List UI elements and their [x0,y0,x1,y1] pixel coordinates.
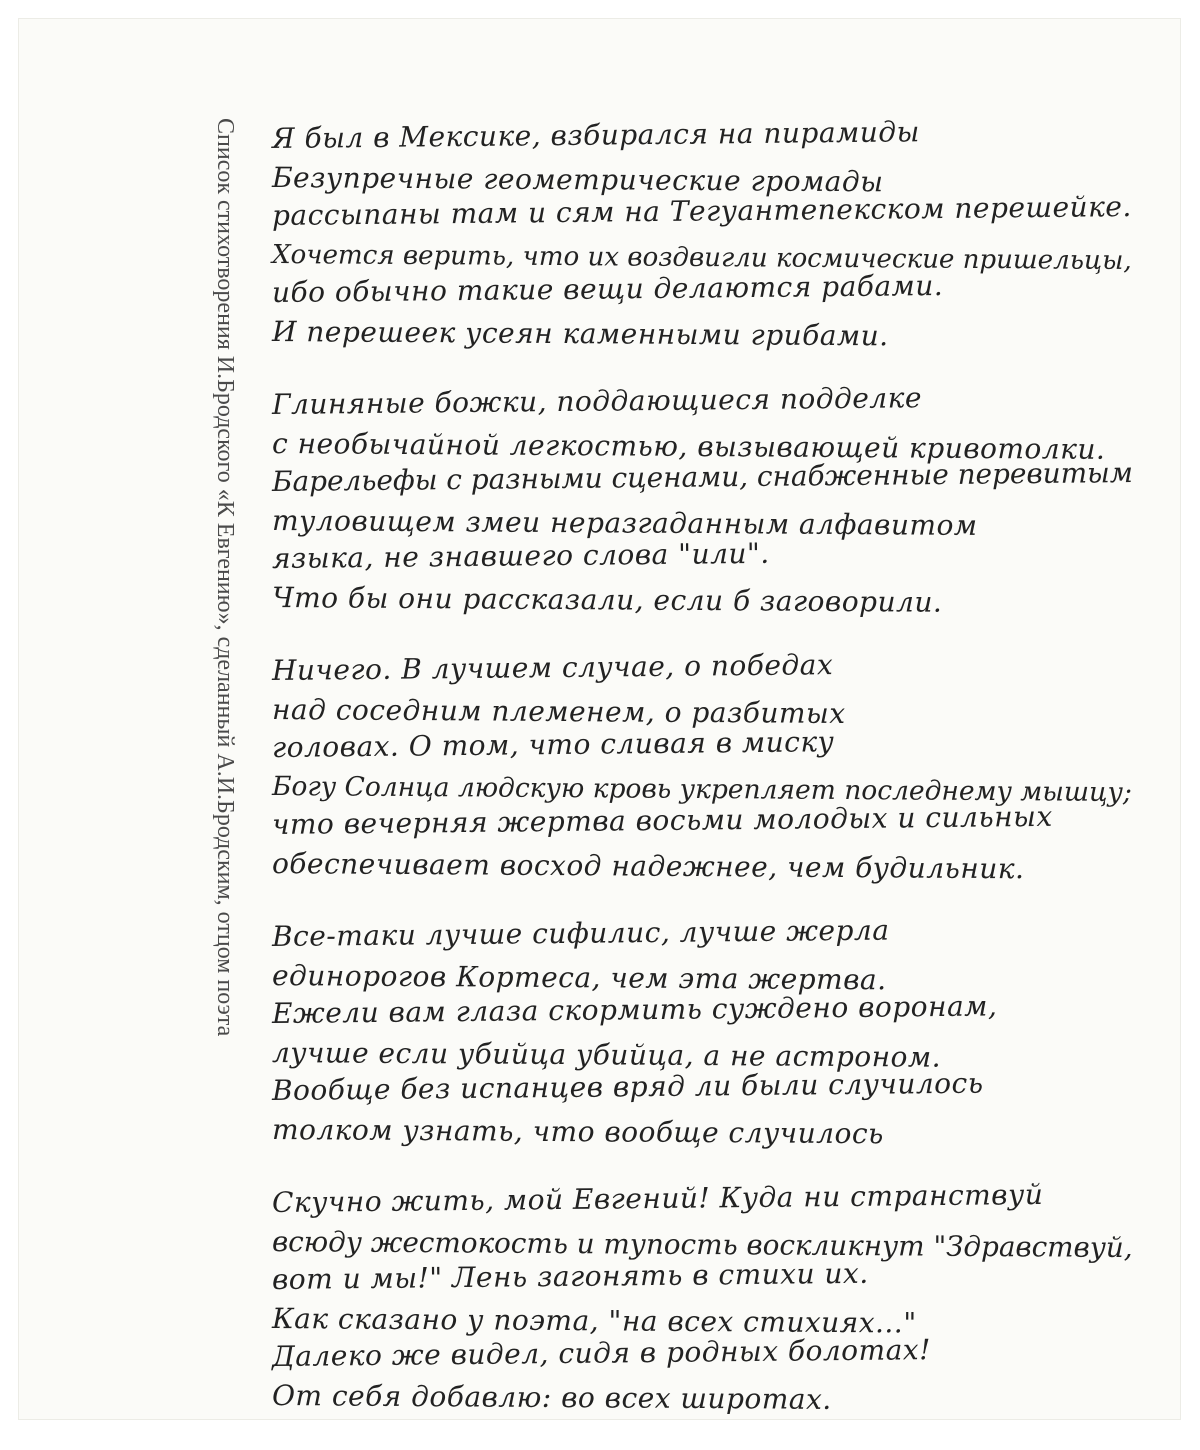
poem-line: единорогов Кортеса, чем эта жертва. [271,958,887,996]
poem-line: Богу Солнца людскую кровь укрепляет последнему мышцу; [271,770,1132,808]
poem-line: обеспечивает восход надежнее, чем будильник. [271,846,1025,885]
poem-line: Все-таки лучше сифилис, лучше жерла [271,913,890,953]
stanza-2 [271,381,1134,619]
poem-line: лучше если убийца убийца, а не астроном. [271,1035,942,1074]
stanza-4 [271,913,1122,1150]
poem-line: Ничего. В лучшем случае, о победах [271,648,834,687]
poem-line: рассыпаны там и сям на Тегуантепекском перешейке. [271,189,1132,232]
poem-line: толком узнать, что вообще случилось [271,1112,884,1150]
poem-line: Ежели вам глаза скормить суждено воронам, [271,989,998,1030]
poem-line: И перешеек усеян каменными грибами. [271,314,889,352]
poem-line: Скучно жить, мой Евгений! Куда ни странствуй [271,1177,1044,1219]
poem-line: Вообще без испанцев вряд ли были случилось [271,1066,984,1107]
side-caption [200,118,250,1198]
poem-line: Барельефы с разными сценами, снабженные перевитым [271,455,1134,498]
poem-line: Я был в Мексике, взбирался на пирамиды [271,115,921,155]
caption-text: Список стихотворения И.Бродского «К Евгению», сделанный А.И.Бродским, отцом поэта [212,118,238,1037]
poem-line: Хочется верить, что их воздвигли космические пришельцы, [271,239,1132,276]
poem-line: ибо обычно такие вещи делаются рабами. [271,268,944,309]
poem-line: головах. О том, что сливая в миску [271,725,835,764]
stanza-1 [271,115,1132,352]
stanza-5 [271,1177,1133,1416]
poem-line: Далеко же видел, сидя в родных болотах! [271,1333,932,1373]
poem-line: над соседним племенем, о разбитых [271,692,846,730]
poem-line: туловищем змеи неразгаданным алфавитом [271,503,978,542]
poem-line: языка, не знавшего слова "или". [271,536,770,575]
poem-line: Как сказано у поэта, "на всех стихиях..." [271,1301,917,1340]
poem-line: Глиняные божки, поддающиеся подделке [271,381,923,421]
poem-line: Безупречные геометрические громады [271,160,884,198]
handwritten-poem [271,115,1134,1450]
poem-line: что вечерняя жертва восьми молодых и сильных [271,799,1053,841]
poem-line: От себя добавлю: во всех широтах. [271,1378,832,1416]
poem-line: всюду жестокость и тупость воскликнут "Здравствуй, [271,1224,1133,1264]
stanza-3 [271,648,1132,885]
poem-line: вот и мы!" Лень загонять в стихи их. [271,1256,869,1296]
poem-line: с необычайной легкостью, вызывающей кривотолки. [271,426,1106,466]
poem-line: Что бы они рассказали, если б заговорили. [271,580,943,619]
